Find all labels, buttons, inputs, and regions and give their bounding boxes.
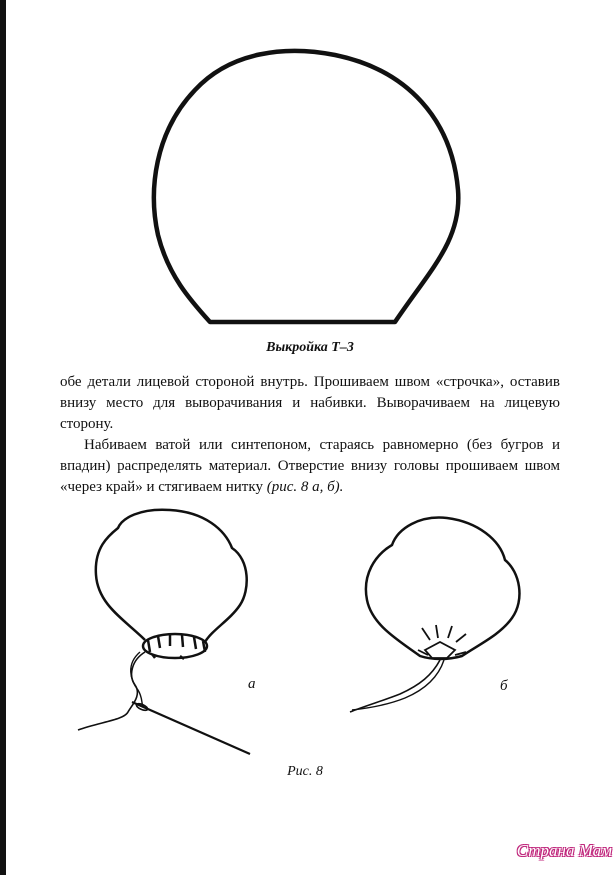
figure-b-head [350,518,519,712]
figure-label-b: б [500,678,508,694]
figure-a-thread-2 [131,652,145,708]
figure-b-outline [366,518,520,659]
paragraph-1: обе детали лицевой стороной внутрь. Прошиваем швом «строчка», оставив внизу место для выворачивания и набивки. Выворачиваем на лицевую сторону. [60,374,560,432]
pattern-caption: Выкройка Т–3 [266,340,354,355]
figure-a-head [78,510,250,754]
site-watermark: Страна Мам [516,841,612,860]
figure-b-thread-2 [352,660,444,710]
figure-caption: Рис. 8 [287,764,323,779]
figure-b-gathered-stitches [418,625,466,658]
figure-label-a: а [248,676,256,692]
figure-a-outline [96,510,247,642]
figure-a-needle [132,702,250,754]
figure-reference: (рис. 8 а, б). [266,479,344,495]
figure-a-thread [78,652,145,730]
paragraph-2-text: Набиваем ватой или синтепоном, стараясь равномерно (без бугров и впадин) распределять материал. Отверстие внизу головы прошиваем швом «через край» и стягиваем нитку [60,437,560,495]
